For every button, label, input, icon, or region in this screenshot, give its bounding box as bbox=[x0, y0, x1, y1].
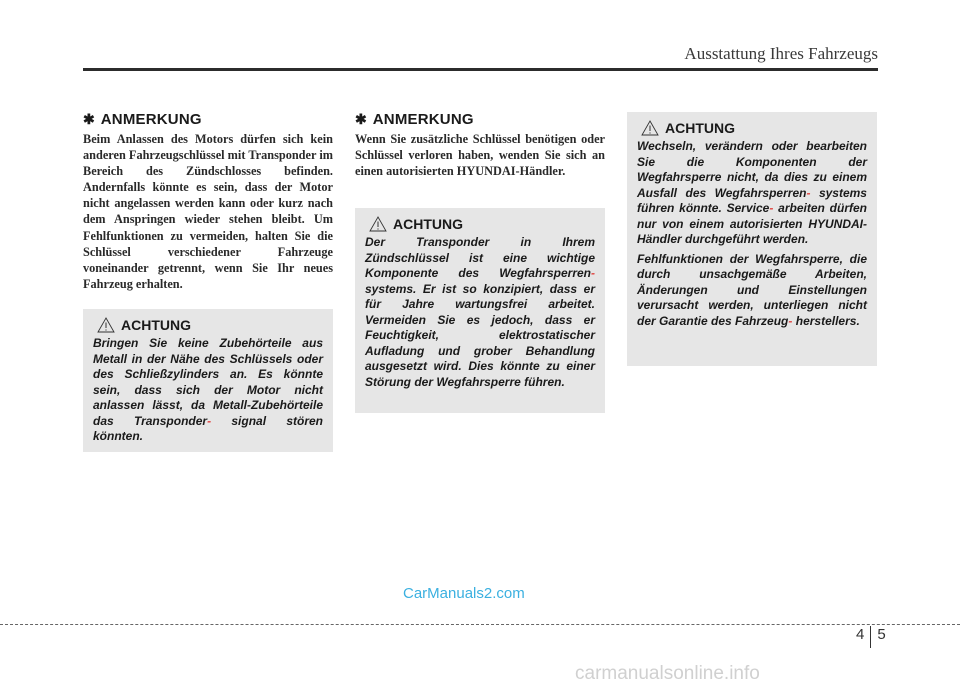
caution-text-3a: Wechseln, verändern oder bearbeiten Sie die Komponenten der Wegfahrsperre nicht, da dies zu einem Ausfall des Wegfahrsperren bbox=[637, 139, 867, 200]
caution-text-2b: systems. Er ist so konzipiert, dass er für Jahre wartungsfrei arbeitet. Vermeiden Sie es jedoch, dass er Feuchtigkeit, elektrostatischer Aufladung und grober Behandlung ausgesetzt wird. Dies könnte zu einer Störung der Wegfahrsperre führen. bbox=[365, 281, 595, 389]
caution-heading-1: ACHTUNG bbox=[121, 317, 191, 333]
note-heading-1-text: ANMERKUNG bbox=[100, 111, 202, 128]
caution-text-3e: herstellers. bbox=[795, 313, 860, 328]
hyphen-mark: - bbox=[769, 201, 774, 215]
caution-text-1a: Bringen Sie keine Zubehörteile aus Metall in der Nähe des Schlüssels oder des Schließzylinders an. Es könnte sein, dass sich der Motor nicht anlassen lässt, da Metall-Zubehörteile das Transponder bbox=[93, 336, 323, 428]
caution-text-3c: arbeiten dürfen nur von einem autorisierten HYUNDAI-Händler durchgeführt werden. bbox=[637, 201, 867, 246]
caution-text-3b: systems führen könnte. Service bbox=[637, 185, 867, 215]
caution-box-2 bbox=[355, 208, 605, 413]
caution-header-3 bbox=[637, 120, 867, 136]
caution-header-1 bbox=[93, 317, 323, 333]
asterisk-icon: ✱ bbox=[355, 111, 367, 127]
caution-text-2a: Der Transponder in Ihrem Zündschlüssel ist eine wichtige Komponente des Wegfahrsperren bbox=[365, 235, 595, 280]
caution-text-3d: Fehlfunktionen der Wegfahrsperre, die durch unsachgemäße Arbeiten, Änderungen und Einstellungen verursacht werden, unterliegen nicht der Garantie des Fahrzeug bbox=[637, 251, 867, 328]
note-text-2: Wenn Sie zusätzliche Schlüssel benötigen oder Schlüssel verloren haben, wenden Sie sich an einen autorisierten HYUNDAI-Händler. bbox=[355, 132, 605, 179]
page-number bbox=[856, 626, 886, 648]
caution-box-3 bbox=[627, 112, 877, 366]
caution-paragraph-1 bbox=[637, 139, 867, 248]
note-heading-1 bbox=[83, 111, 202, 128]
header-rule bbox=[83, 68, 878, 71]
warning-triangle-icon bbox=[97, 317, 115, 333]
note-heading-2 bbox=[355, 111, 474, 128]
chapter-number: 4 bbox=[856, 626, 865, 643]
caution-text-1b: signal stören könnten. bbox=[93, 413, 324, 443]
warning-triangle-icon bbox=[369, 216, 387, 232]
hyphen-mark: - bbox=[788, 313, 793, 328]
watermark-link[interactable]: CarManuals2.com bbox=[403, 585, 525, 602]
caution-heading-2: ACHTUNG bbox=[393, 216, 463, 232]
bottom-watermark: carmanualsonline.info bbox=[575, 663, 760, 684]
asterisk-icon: ✱ bbox=[83, 111, 95, 127]
warning-triangle-icon bbox=[641, 120, 659, 136]
note-heading-2-text: ANMERKUNG bbox=[372, 111, 474, 128]
caution-paragraph-2 bbox=[637, 252, 867, 330]
caution-text-2 bbox=[365, 235, 595, 390]
caution-heading-3: ACHTUNG bbox=[665, 120, 735, 136]
caution-text-3 bbox=[637, 139, 867, 329]
footer-rule bbox=[0, 624, 960, 625]
page-header-title: Ausstattung Ihres Fahrzeugs bbox=[684, 44, 878, 63]
hyphen-mark: - bbox=[806, 185, 811, 200]
caution-header-2 bbox=[365, 216, 595, 232]
page-number-divider bbox=[870, 626, 871, 648]
page-number-value: 5 bbox=[877, 626, 886, 643]
caution-box-1 bbox=[83, 309, 333, 452]
note-text-1: Beim Anlassen des Motors dürfen sich kein anderen Fahrzeugschlüssel mit Transponder im Bereich des Zündschlosses befinden. Andernfalls könnte es sein, dass der Motor nicht angelassen werden kann oder kurz nach dem Anspringen wieder stehen bleibt. Um Fehlfunktionen zu vermeiden, halten Sie die Schlüssel verschiedener Fahrzeuge voneinander getrennt, wenn Sie Ihr neues Fahrzeug erhalten. bbox=[83, 132, 333, 291]
hyphen-mark: - bbox=[591, 266, 595, 280]
hyphen-mark: - bbox=[207, 413, 212, 428]
caution-text-1 bbox=[93, 336, 323, 445]
